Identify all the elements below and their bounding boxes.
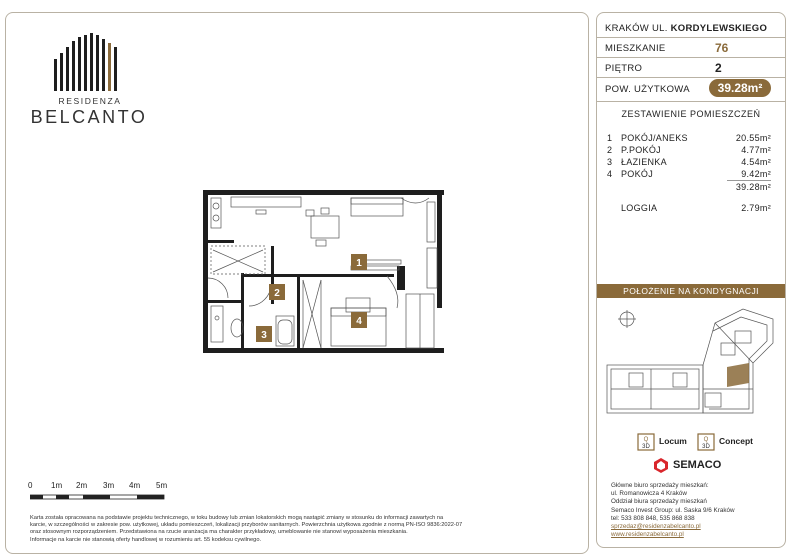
plan-panel [5,12,589,554]
semaco-logo [653,457,743,475]
scale-label-4m: 4m [129,481,141,490]
contact-line-5: tel: 533 808 848, 535 868 838 [611,514,695,522]
floor-plan-drawing [201,188,446,356]
rooms-total: 39.28m² [735,182,771,192]
contact-line-3: Oddział biura sprzedaży mieszkań [611,498,707,506]
room-row-2 [607,145,771,155]
contact-www-link[interactable]: www.residenzabelcanto.pl [611,531,684,539]
address [605,23,781,34]
room-num: 1 [607,133,613,143]
room-row-1 [607,133,771,143]
room-num: 2 [607,145,613,155]
room-label-4: 4 [356,316,362,327]
area-value: 39.28m² [709,79,771,97]
address-prefix: KRAKÓW UL. [605,23,668,34]
site-plan [603,303,781,423]
room-num: 3 [607,157,613,167]
apartment-location-highlight [727,363,749,387]
room-name: ŁAZIENKA [621,157,667,167]
brand-top-word: RESIDENZA [58,96,122,106]
disclaimer-line-4: Informacje na karcie nie stanowią oferty handlowej w rozumieniu art. 55 kodeksu cywilnego. [30,536,262,543]
q3d-icon [637,433,657,451]
location-title: POŁOŻENIE NA KONDYGNACJI [597,284,785,298]
svg-text:Q: Q [703,437,709,443]
apartment-label: MIESZKANIE [605,43,666,54]
loggia-label: LOGGIA [621,203,658,213]
room-name: P.POKÓJ [621,145,661,155]
room-area: 20.55m² [735,133,771,143]
floor-value: 2 [715,61,722,75]
room-label-2: 2 [274,288,280,299]
site-plan-drawing [603,303,781,423]
room-row-4 [607,169,771,179]
room-num: 4 [607,169,613,179]
scale-label-5m: 5m [156,481,168,490]
room-row-3 [607,157,771,167]
locum-logo [637,433,697,451]
room-area: 4.54m² [741,157,771,167]
apartment-value: 76 [715,41,729,55]
contact-line-2: ul. Romanowicza 4 Kraków [611,490,687,498]
scale-label-1m: 1m [51,481,63,490]
disclaimer-line-2: karcie, w szczególności w zakresie pow. użytkowej, układu pomieszczeń, lokalizacji przyborów sanitarnych. Powierzchnia użytkowa zgodnie z normą PN-ISO 9836:2022-07 [30,522,463,529]
building-bars-icon [52,31,132,91]
room-name: POKÓJ/ANEKS [621,133,688,143]
room-label-3: 3 [261,330,267,341]
scale-bar [24,481,184,505]
area-label: POW. UŻYTKOWA [605,84,690,95]
concept-text: Concept [719,436,753,446]
disclaimer-line-3: oraz stosownym rozporządzeniem. Przedstawiona na rzucie aranżacja ma charakter przykładowy, umeblowanie nie stanowi wyposażenia mieszkania. [30,529,408,536]
concept-logo [697,433,767,451]
rooms-title: ZESTAWIENIE POMIESZCZEŃ [621,109,761,119]
contact-email-link[interactable]: sprzedaz@residenzabelcanto.pl [611,523,701,531]
disclaimer-line-1: Karta została opracowana na podstawie projektu technicznego, w toku budowy lub zmian lokatorskich mogą nastąpić zmiany w stosunku do informacji zawartych na [30,515,444,521]
scale-label-3m: 3m [103,481,115,490]
floor-plan [201,188,446,356]
room-area: 4.77m² [741,145,771,155]
scale-label-2m: 2m [76,481,88,490]
svg-text:3D: 3D [702,444,710,450]
floor-label: PIĘTRO [605,63,643,74]
info-panel [596,12,786,548]
scale-ruler [30,493,170,503]
svg-text:Q: Q [643,437,649,443]
rooms-table [607,133,771,233]
room-label-1: 1 [356,258,362,269]
semaco-icon [653,457,669,473]
q3d-icon [697,433,717,451]
disclaimer [30,515,550,544]
brand-name: BELCANTO [30,107,148,127]
contact-info [611,482,781,539]
address-street: KORDYLEWSKIEGO [670,23,768,34]
room-name: POKÓJ [621,169,654,179]
svg-text:3D: 3D [642,444,650,450]
room-area: 9.42m² [741,169,771,179]
scale-label-0: 0 [28,481,33,490]
contact-line-4: Semaco Invest Group: ul. Saska 9/6 Kraków [611,506,735,514]
semaco-text: SEMACO [673,459,722,471]
contact-line-1: Główne biuro sprzedaży mieszkań: [611,482,709,489]
loggia-value: 2.79m² [741,203,771,213]
locum-text: Locum [659,436,687,446]
